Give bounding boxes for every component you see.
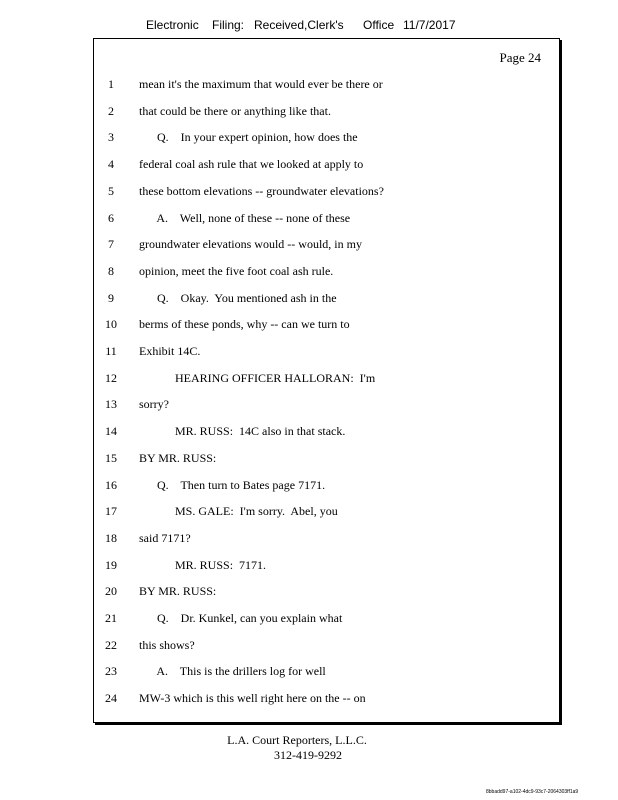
transcript-line	[94, 104, 559, 122]
filing-electronic: Electronic	[146, 18, 199, 32]
line-text: Q. Okay. You mentioned ash in the	[139, 290, 337, 305]
line-number: 16	[105, 477, 117, 492]
transcript-line	[94, 531, 559, 549]
transcript-line	[94, 157, 559, 175]
transcript-line	[94, 558, 559, 576]
line-text: Q. Dr. Kunkel, can you explain what	[139, 611, 343, 625]
line-text: berms of these ponds, why -- can we turn to	[139, 317, 350, 332]
line-number: 14	[105, 424, 117, 439]
line-text: said 7171?	[139, 530, 191, 545]
transcript-line	[94, 264, 559, 282]
transcript-line	[94, 211, 559, 229]
line-text: MW-3 which is this well right here on the -- on	[139, 691, 366, 706]
line-number: 21	[105, 611, 117, 625]
line-text: mean it's the maximum that would ever be there or	[139, 77, 383, 91]
line-number: 17	[105, 504, 117, 519]
footer-phone: 312-419-9292	[274, 748, 342, 762]
line-number: 11	[105, 344, 117, 358]
line-text: sorry?	[139, 397, 169, 412]
line-number: 7	[108, 237, 114, 252]
line-number: 19	[105, 557, 117, 572]
line-number: 15	[105, 450, 117, 465]
line-number: 3	[108, 130, 114, 145]
transcript-line	[94, 317, 559, 335]
line-text: MS. GALE: I'm sorry. Abel, you	[139, 504, 338, 519]
page-footer	[0, 733, 618, 763]
transcript-line	[94, 451, 559, 469]
transcript-line	[94, 291, 559, 309]
filing-label: Filing:	[212, 18, 245, 32]
line-number: 12	[105, 370, 117, 385]
filing-received: Received,Clerk's	[254, 18, 344, 32]
line-number: 23	[105, 664, 117, 679]
line-text: Q. In your expert opinion, how does the	[139, 130, 358, 145]
transcript-line	[94, 130, 559, 148]
line-text: these bottom elevations -- groundwater elevations?	[139, 183, 384, 198]
line-text: groundwater elevations would -- would, in my	[139, 237, 362, 252]
document-hash: 8bbadd97-a102-4dc9-93c7-2064303ff1a9	[486, 789, 579, 795]
line-number: 10	[105, 317, 117, 332]
line-text: BY MR. RUSS:	[139, 584, 217, 599]
line-text: MR. RUSS: 7171.	[139, 557, 267, 572]
footer-company: L.A. Court Reporters, L.L.C.	[227, 733, 367, 747]
line-text: A. Well, none of these -- none of these	[139, 210, 351, 225]
transcript-line	[94, 691, 559, 709]
transcript-line	[94, 584, 559, 602]
line-text: A. This is the drillers log for well	[139, 664, 326, 679]
line-number: 20	[105, 584, 117, 599]
line-number: 18	[105, 530, 117, 545]
line-number: 22	[105, 637, 117, 652]
transcript-line	[94, 664, 559, 682]
line-text: Q. Then turn to Bates page 7171.	[139, 477, 326, 492]
line-text: MR. RUSS: 14C also in that stack.	[139, 424, 346, 439]
line-number: 24	[105, 691, 117, 706]
transcript-line	[94, 184, 559, 202]
line-text: HEARING OFFICER HALLORAN: I'm	[139, 370, 376, 385]
transcript-line	[94, 424, 559, 442]
line-text: this shows?	[139, 637, 195, 652]
line-number: 5	[108, 183, 114, 198]
transcript-line	[94, 397, 559, 415]
line-number: 8	[108, 263, 114, 278]
line-text: opinion, meet the five foot coal ash rule.	[139, 263, 334, 278]
transcript-line	[94, 478, 559, 496]
filing-office: Office	[363, 18, 395, 32]
line-number: 1	[108, 77, 114, 91]
transcript-line	[94, 371, 559, 389]
line-number: 13	[105, 397, 117, 412]
transcript-line	[94, 638, 559, 656]
filing-date: 11/7/2017	[403, 18, 456, 32]
transcript-line	[94, 237, 559, 255]
line-number: 2	[108, 103, 114, 118]
line-number: 6	[108, 210, 114, 225]
page-number: Page 24	[499, 50, 541, 65]
transcript-line	[94, 77, 559, 95]
line-text: federal coal ash rule that we looked at apply to	[139, 157, 364, 172]
line-number: 9	[108, 290, 114, 305]
line-text: that could be there or anything like that.	[139, 103, 331, 118]
transcript-line	[94, 611, 559, 629]
transcript-line	[94, 504, 559, 522]
transcript-page-frame	[93, 38, 560, 723]
transcript-line	[94, 344, 559, 362]
line-text: Exhibit 14C.	[139, 344, 201, 358]
line-number: 4	[108, 157, 114, 172]
line-text: BY MR. RUSS:	[139, 450, 217, 465]
